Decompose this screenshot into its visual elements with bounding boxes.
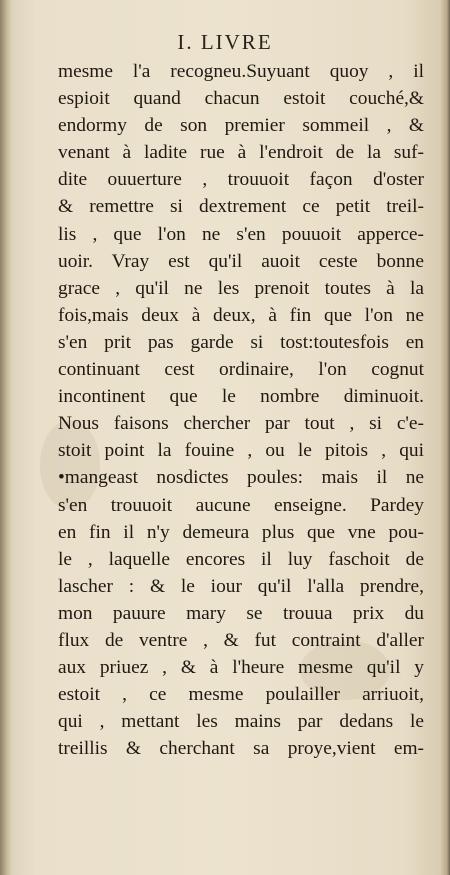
text-line: endormy de son premier sommeil , &	[58, 115, 424, 137]
text-line: lis , que l'on ne s'en pouuoit apperce-	[58, 223, 424, 245]
text-line: stoit point la fouine , ou le pitois , qui	[58, 440, 424, 462]
text-line: & remettre si dextrement ce petit treil-	[58, 196, 424, 218]
text-line: uoir. Vray est qu'il auoit ceste bonne	[58, 250, 424, 272]
text-line: mesme l'a recogneu.Suyuant quoy , il	[58, 61, 424, 82]
text-line: mon pauure mary se trouua prix du	[58, 602, 424, 624]
text-line: lascher : & le iour qu'il l'alla prendre,	[58, 575, 424, 597]
text-line: dite ouuerture , trouuoit façon d'oster	[58, 169, 424, 191]
page-gutter-shadow	[0, 0, 12, 875]
text-line: aux priuez , & à l'heure mesme qu'il y	[58, 657, 424, 679]
text-line: espioit quand chacun estoit couché,&	[58, 88, 424, 110]
text-line: le , laquelle encores il luy faschoit de	[58, 548, 424, 570]
text-line: treillis & cherchant sa proye,vient em-	[58, 738, 424, 760]
text-line: Nous faisons chercher par tout , si c'e-	[58, 413, 424, 435]
body-text	[58, 58, 424, 762]
page-edge-shadow	[440, 0, 450, 875]
text-line: en fin il n'y demeura plus que vne pou-	[58, 521, 424, 543]
text-line: incontinent que le nombre diminuoit.	[58, 386, 424, 408]
text-line: s'en trouuoit aucune enseigne. Pardey	[58, 494, 424, 516]
text-line: qui , mettant les mains par dedans le	[58, 711, 424, 733]
text-line: fois,mais deux à deux, à fin que l'on ne	[58, 304, 424, 326]
text-line: venant à ladite rue à l'endroit de la suf-	[58, 142, 424, 164]
text-line: grace , qu'il ne les prenoit toutes à la	[58, 277, 424, 299]
running-header: I. LIVRE	[177, 30, 273, 54]
text-line: s'en prit pas garde si tost:toutesfois en	[58, 331, 424, 353]
text-line: estoit , ce mesme poulailler arriuoit,	[58, 684, 424, 706]
text-line: •mangeast nosdictes poules: mais il ne	[58, 467, 424, 489]
text-line: continuant cest ordinaire, l'on cognut	[58, 359, 424, 381]
text-line: flux de ventre , & fut contraint d'aller	[58, 629, 424, 651]
